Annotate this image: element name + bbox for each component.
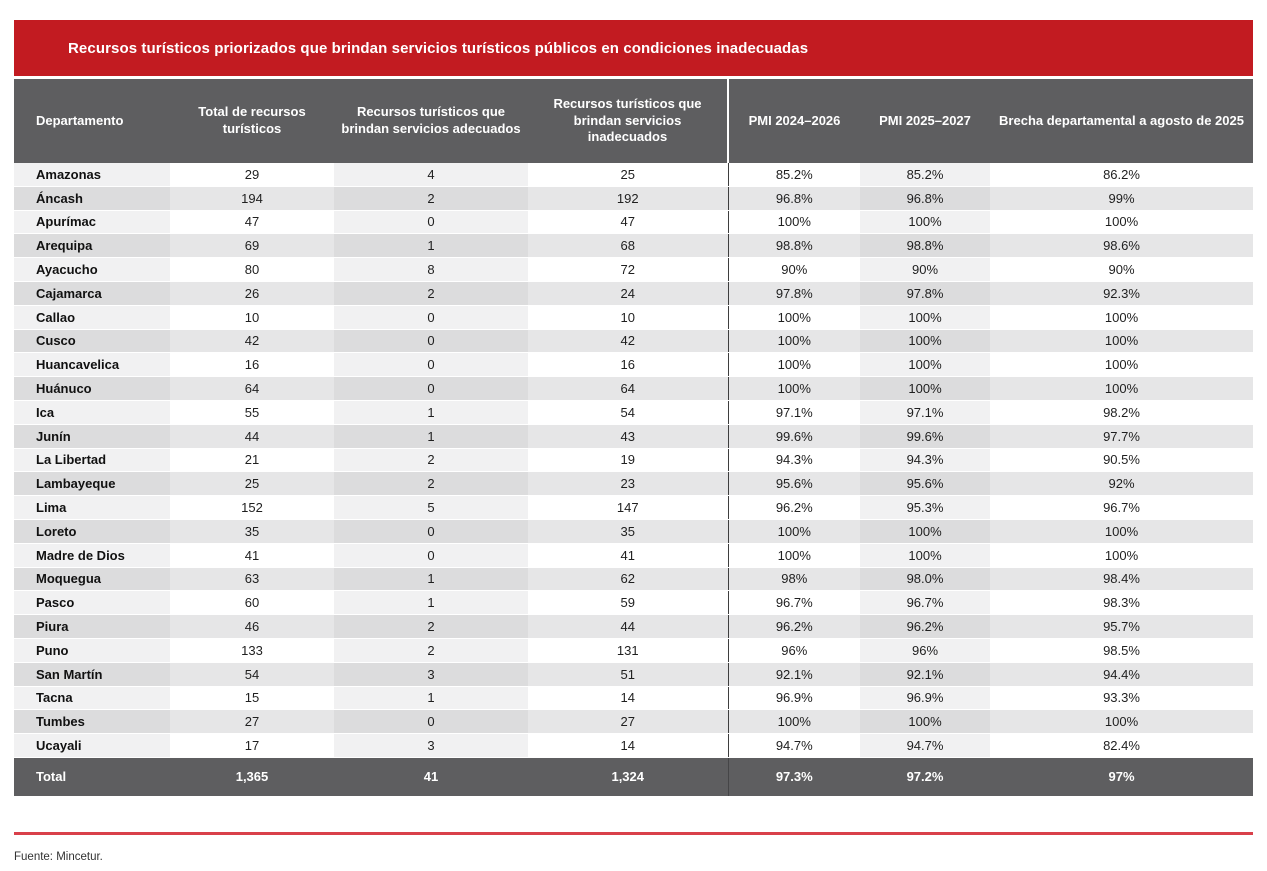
cell-value: 96.7% xyxy=(990,496,1253,520)
department-name: Piura xyxy=(14,615,170,639)
cell-value: 98.3% xyxy=(990,591,1253,615)
cell-value: 80 xyxy=(170,258,334,282)
department-name: Ayacucho xyxy=(14,258,170,282)
cell-value: 43 xyxy=(528,424,728,448)
table-row xyxy=(14,377,1253,401)
cell-value: 94.7% xyxy=(860,734,990,758)
cell-value: 2 xyxy=(334,615,528,639)
cell-value: 100% xyxy=(728,353,860,377)
cell-value: 96.8% xyxy=(860,186,990,210)
cell-value: 16 xyxy=(528,353,728,377)
cell-value: 15 xyxy=(170,686,334,710)
cell-value: 192 xyxy=(528,186,728,210)
cell-value: 46 xyxy=(170,615,334,639)
department-name: Amazonas xyxy=(14,163,170,186)
cell-value: 95.7% xyxy=(990,615,1253,639)
table-header-row xyxy=(14,79,1253,163)
table-row xyxy=(14,543,1253,567)
cell-value: 1 xyxy=(334,400,528,424)
cell-value: 24 xyxy=(528,281,728,305)
department-name: Lima xyxy=(14,496,170,520)
cell-value: 92.1% xyxy=(728,662,860,686)
cell-value: 97.8% xyxy=(860,281,990,305)
cell-value: 63 xyxy=(170,567,334,591)
cell-value: 64 xyxy=(528,377,728,401)
cell-value: 99% xyxy=(990,186,1253,210)
cell-value: 100% xyxy=(990,329,1253,353)
cell-value: 92.1% xyxy=(860,662,990,686)
total-recursos: 1,365 xyxy=(170,757,334,796)
cell-value: 92.3% xyxy=(990,281,1253,305)
table-row xyxy=(14,186,1253,210)
cell-value: 54 xyxy=(528,400,728,424)
cell-value: 26 xyxy=(170,281,334,305)
department-name: Puno xyxy=(14,638,170,662)
cell-value: 90.5% xyxy=(990,448,1253,472)
cell-value: 1 xyxy=(334,424,528,448)
cell-value: 64 xyxy=(170,377,334,401)
cell-value: 96.2% xyxy=(728,615,860,639)
cell-value: 23 xyxy=(528,472,728,496)
table-title: Recursos turísticos priorizados que brindan servicios turísticos públicos en condiciones inadecuadas xyxy=(68,39,809,57)
column-header-pmi-2024-2026: PMI 2024–2026 xyxy=(728,79,860,163)
cell-value: 152 xyxy=(170,496,334,520)
cell-value: 100% xyxy=(860,210,990,234)
table-row xyxy=(14,686,1253,710)
cell-value: 2 xyxy=(334,638,528,662)
cell-value: 94.3% xyxy=(860,448,990,472)
cell-value: 96.8% xyxy=(728,186,860,210)
table-row xyxy=(14,662,1253,686)
cell-value: 98.8% xyxy=(728,234,860,258)
cell-value: 90% xyxy=(728,258,860,282)
cell-value: 3 xyxy=(334,734,528,758)
cell-value: 86.2% xyxy=(990,163,1253,186)
cell-value: 0 xyxy=(334,210,528,234)
table-row xyxy=(14,567,1253,591)
cell-value: 194 xyxy=(170,186,334,210)
cell-value: 2 xyxy=(334,472,528,496)
department-name: Lambayeque xyxy=(14,472,170,496)
table-row xyxy=(14,400,1253,424)
cell-value: 2 xyxy=(334,186,528,210)
total-label: Total xyxy=(14,757,170,796)
cell-value: 131 xyxy=(528,638,728,662)
table-title-banner xyxy=(14,20,1253,76)
department-name: Apurímac xyxy=(14,210,170,234)
cell-value: 100% xyxy=(860,329,990,353)
department-name: Loreto xyxy=(14,519,170,543)
cell-value: 97.1% xyxy=(860,400,990,424)
cell-value: 147 xyxy=(528,496,728,520)
cell-value: 100% xyxy=(728,305,860,329)
department-name: Cusco xyxy=(14,329,170,353)
cell-value: 93.3% xyxy=(990,686,1253,710)
cell-value: 8 xyxy=(334,258,528,282)
cell-value: 95.6% xyxy=(728,472,860,496)
cell-value: 97.1% xyxy=(728,400,860,424)
cell-value: 5 xyxy=(334,496,528,520)
column-header-servicios-adecuados: Recursos turísticos que brindan servicios adecuados xyxy=(334,79,528,163)
column-header-brecha-departamental: Brecha departamental a agosto de 2025 xyxy=(990,79,1253,163)
cell-value: 100% xyxy=(990,543,1253,567)
cell-value: 25 xyxy=(528,163,728,186)
cell-value: 100% xyxy=(990,305,1253,329)
cell-value: 100% xyxy=(860,377,990,401)
total-adecuados: 41 xyxy=(334,757,528,796)
cell-value: 4 xyxy=(334,163,528,186)
cell-value: 99.6% xyxy=(860,424,990,448)
cell-value: 100% xyxy=(728,377,860,401)
table-row xyxy=(14,472,1253,496)
cell-value: 96.9% xyxy=(728,686,860,710)
cell-value: 98.2% xyxy=(990,400,1253,424)
table-row xyxy=(14,281,1253,305)
table-row xyxy=(14,496,1253,520)
cell-value: 100% xyxy=(860,710,990,734)
column-header-total-recursos: Total de recursos turísticos xyxy=(170,79,334,163)
table-row xyxy=(14,710,1253,734)
cell-value: 47 xyxy=(528,210,728,234)
cell-value: 100% xyxy=(860,543,990,567)
department-name: Cajamarca xyxy=(14,281,170,305)
cell-value: 90% xyxy=(990,258,1253,282)
cell-value: 96.9% xyxy=(860,686,990,710)
department-name: Callao xyxy=(14,305,170,329)
cell-value: 100% xyxy=(728,329,860,353)
table-row xyxy=(14,424,1253,448)
total-inadecuados: 1,324 xyxy=(528,757,728,796)
cell-value: 27 xyxy=(170,710,334,734)
cell-value: 82.4% xyxy=(990,734,1253,758)
table-row xyxy=(14,234,1253,258)
cell-value: 96.2% xyxy=(728,496,860,520)
cell-value: 98.8% xyxy=(860,234,990,258)
cell-value: 96.7% xyxy=(728,591,860,615)
cell-value: 85.2% xyxy=(728,163,860,186)
cell-value: 47 xyxy=(170,210,334,234)
cell-value: 44 xyxy=(170,424,334,448)
cell-value: 62 xyxy=(528,567,728,591)
cell-value: 100% xyxy=(990,519,1253,543)
cell-value: 68 xyxy=(528,234,728,258)
cell-value: 85.2% xyxy=(860,163,990,186)
cell-value: 54 xyxy=(170,662,334,686)
cell-value: 100% xyxy=(990,377,1253,401)
table-row xyxy=(14,638,1253,662)
column-header-departamento: Departamento xyxy=(14,79,170,163)
cell-value: 100% xyxy=(990,710,1253,734)
cell-value: 44 xyxy=(528,615,728,639)
cell-value: 98% xyxy=(728,567,860,591)
department-name: San Martín xyxy=(14,662,170,686)
cell-value: 0 xyxy=(334,710,528,734)
cell-value: 55 xyxy=(170,400,334,424)
cell-value: 51 xyxy=(528,662,728,686)
cell-value: 41 xyxy=(170,543,334,567)
cell-value: 29 xyxy=(170,163,334,186)
cell-value: 0 xyxy=(334,353,528,377)
cell-value: 1 xyxy=(334,591,528,615)
cell-value: 42 xyxy=(528,329,728,353)
cell-value: 94.7% xyxy=(728,734,860,758)
cell-value: 42 xyxy=(170,329,334,353)
cell-value: 97.8% xyxy=(728,281,860,305)
table-row xyxy=(14,163,1253,186)
cell-value: 0 xyxy=(334,543,528,567)
cell-value: 100% xyxy=(860,305,990,329)
department-name: Áncash xyxy=(14,186,170,210)
column-header-servicios-inadecuados: Recursos turísticos que brindan servicios inadecuados xyxy=(528,79,728,163)
source-note: Fuente: Mincetur. xyxy=(14,850,103,863)
department-name: Arequipa xyxy=(14,234,170,258)
cell-value: 21 xyxy=(170,448,334,472)
cell-value: 35 xyxy=(170,519,334,543)
department-name: Huancavelica xyxy=(14,353,170,377)
cell-value: 98.5% xyxy=(990,638,1253,662)
table-row xyxy=(14,210,1253,234)
cell-value: 0 xyxy=(334,519,528,543)
cell-value: 94.4% xyxy=(990,662,1253,686)
cell-value: 14 xyxy=(528,686,728,710)
department-name: Huánuco xyxy=(14,377,170,401)
table-row xyxy=(14,591,1253,615)
cell-value: 96% xyxy=(860,638,990,662)
total-pmi-2025-2027: 97.2% xyxy=(860,757,990,796)
cell-value: 99.6% xyxy=(728,424,860,448)
department-name: Madre de Dios xyxy=(14,543,170,567)
department-name: Junín xyxy=(14,424,170,448)
cell-value: 96.2% xyxy=(860,615,990,639)
cell-value: 98.6% xyxy=(990,234,1253,258)
cell-value: 2 xyxy=(334,281,528,305)
cell-value: 59 xyxy=(528,591,728,615)
cell-value: 100% xyxy=(728,210,860,234)
cell-value: 100% xyxy=(860,519,990,543)
cell-value: 96.7% xyxy=(860,591,990,615)
cell-value: 100% xyxy=(860,353,990,377)
column-header-pmi-2025-2027: PMI 2025–2027 xyxy=(860,79,990,163)
cell-value: 10 xyxy=(528,305,728,329)
cell-value: 19 xyxy=(528,448,728,472)
cell-value: 0 xyxy=(334,305,528,329)
cell-value: 133 xyxy=(170,638,334,662)
cell-value: 1 xyxy=(334,686,528,710)
cell-value: 100% xyxy=(728,543,860,567)
table-row xyxy=(14,258,1253,282)
cell-value: 100% xyxy=(990,353,1253,377)
table-row xyxy=(14,448,1253,472)
department-name: Tumbes xyxy=(14,710,170,734)
table-body xyxy=(14,163,1253,757)
cell-value: 72 xyxy=(528,258,728,282)
cell-value: 98.0% xyxy=(860,567,990,591)
table-report xyxy=(14,20,1253,863)
cell-value: 97.7% xyxy=(990,424,1253,448)
department-name: Moquegua xyxy=(14,567,170,591)
cell-value: 0 xyxy=(334,377,528,401)
total-brecha: 97% xyxy=(990,757,1253,796)
cell-value: 14 xyxy=(528,734,728,758)
cell-value: 41 xyxy=(528,543,728,567)
cell-value: 35 xyxy=(528,519,728,543)
data-table xyxy=(14,79,1253,796)
cell-value: 100% xyxy=(728,519,860,543)
table-row xyxy=(14,329,1253,353)
cell-value: 94.3% xyxy=(728,448,860,472)
cell-value: 100% xyxy=(728,710,860,734)
cell-value: 100% xyxy=(990,210,1253,234)
cell-value: 17 xyxy=(170,734,334,758)
cell-value: 69 xyxy=(170,234,334,258)
department-name: Pasco xyxy=(14,591,170,615)
table-row xyxy=(14,519,1253,543)
cell-value: 27 xyxy=(528,710,728,734)
cell-value: 0 xyxy=(334,329,528,353)
table-row xyxy=(14,353,1253,377)
cell-value: 25 xyxy=(170,472,334,496)
cell-value: 98.4% xyxy=(990,567,1253,591)
department-name: Ucayali xyxy=(14,734,170,758)
bottom-red-rule xyxy=(14,832,1253,835)
cell-value: 1 xyxy=(334,234,528,258)
cell-value: 3 xyxy=(334,662,528,686)
cell-value: 90% xyxy=(860,258,990,282)
cell-value: 10 xyxy=(170,305,334,329)
cell-value: 96% xyxy=(728,638,860,662)
cell-value: 95.6% xyxy=(860,472,990,496)
department-name: La Libertad xyxy=(14,448,170,472)
cell-value: 1 xyxy=(334,567,528,591)
cell-value: 60 xyxy=(170,591,334,615)
total-pmi-2024-2026: 97.3% xyxy=(728,757,860,796)
department-name: Ica xyxy=(14,400,170,424)
table-row xyxy=(14,305,1253,329)
cell-value: 2 xyxy=(334,448,528,472)
cell-value: 92% xyxy=(990,472,1253,496)
cell-value: 16 xyxy=(170,353,334,377)
department-name: Tacna xyxy=(14,686,170,710)
table-total-row xyxy=(14,757,1253,796)
table-row xyxy=(14,734,1253,758)
table-row xyxy=(14,615,1253,639)
cell-value: 95.3% xyxy=(860,496,990,520)
